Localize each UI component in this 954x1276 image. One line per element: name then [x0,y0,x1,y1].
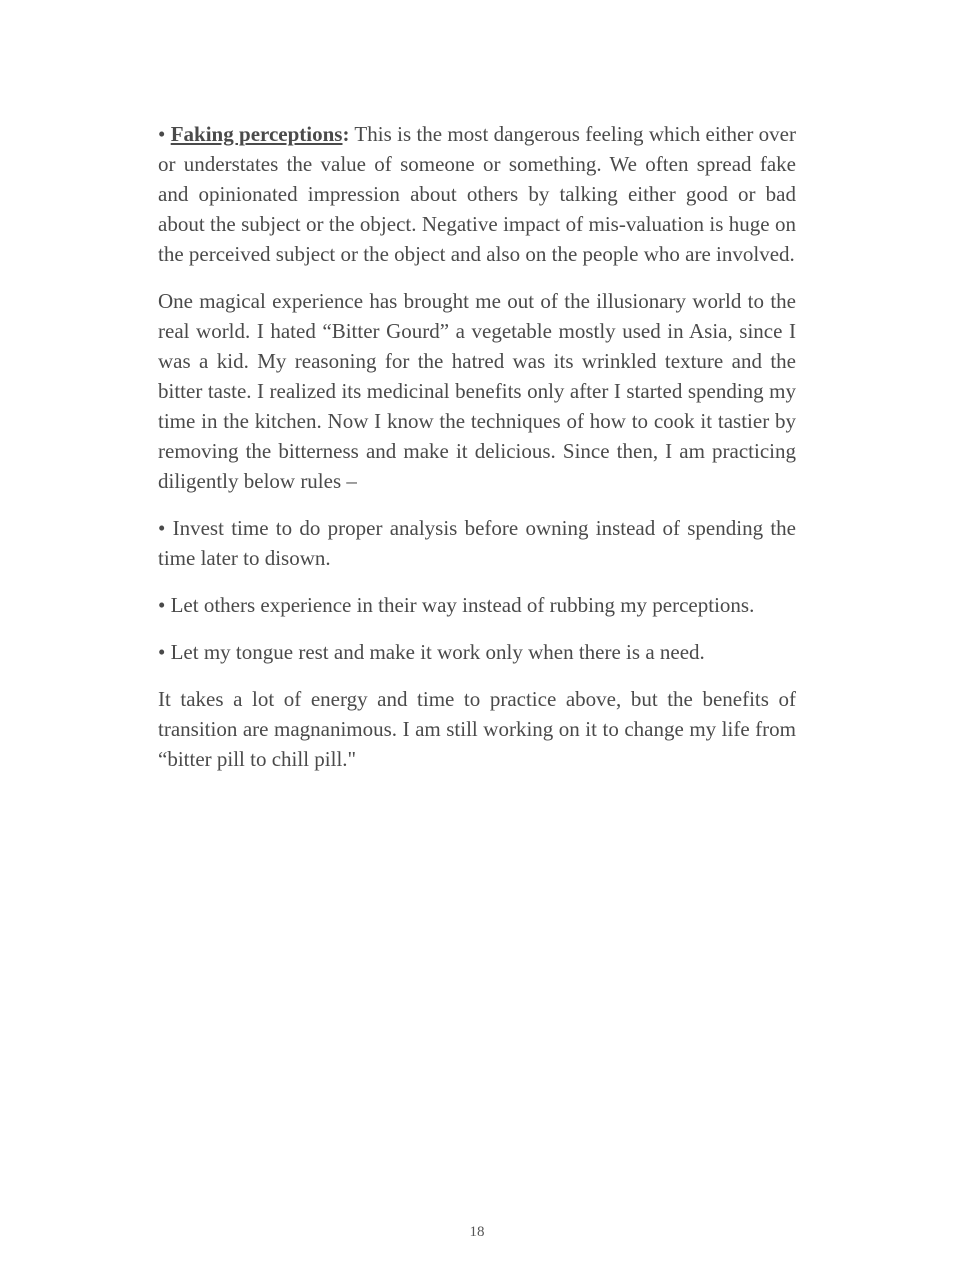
page-number: 18 [469,1224,485,1240]
paragraph-bitter-gourd: One magical experience has brought me out of the illusionary world to the real world. I hated “Bitter Gourd” a vegetable mostly used in Asia, since I was a kid. My reasoning for the hatred was its wrinkled texture and the bitter taste. I realized its medicinal benefits only after I started spending my time in the kitchen. Now I know the techniques of how to cook it tastier by removing the bitterness and make it delicious. Since then, I am practicing diligently below rules – [158,289,796,493]
bullet-term: Faking perceptions [170,122,343,146]
page-body [158,119,796,791]
bullet-invest-time: • Invest time to do proper analysis before owning instead of spending the time later to disown. [158,516,796,570]
paragraph-conclusion: It takes a lot of energy and time to practice above, but the benefits of transition are magnanimous. I am still working on it to change my life from “bitter pill to chill pill." [158,687,796,771]
bullet-marker: • [158,122,171,146]
bullet-tongue-rest: • Let my tongue rest and make it work only when there is a need. [158,640,705,664]
bullet-text: This is the most dangerous feeling which either over or understates the value of someone or something. We often spread fake and opinionated impression about others by talking either good or bad about the subject or the object. Negative impact of mis-valuation is huge on the perceived subject or the object and also on the people who are involved. [158,122,796,266]
bullet-let-others: • Let others experience in their way instead of rubbing my perceptions. [158,593,755,617]
bullet-faking-perceptions [158,119,796,269]
bullet-term-colon: : [342,122,350,146]
